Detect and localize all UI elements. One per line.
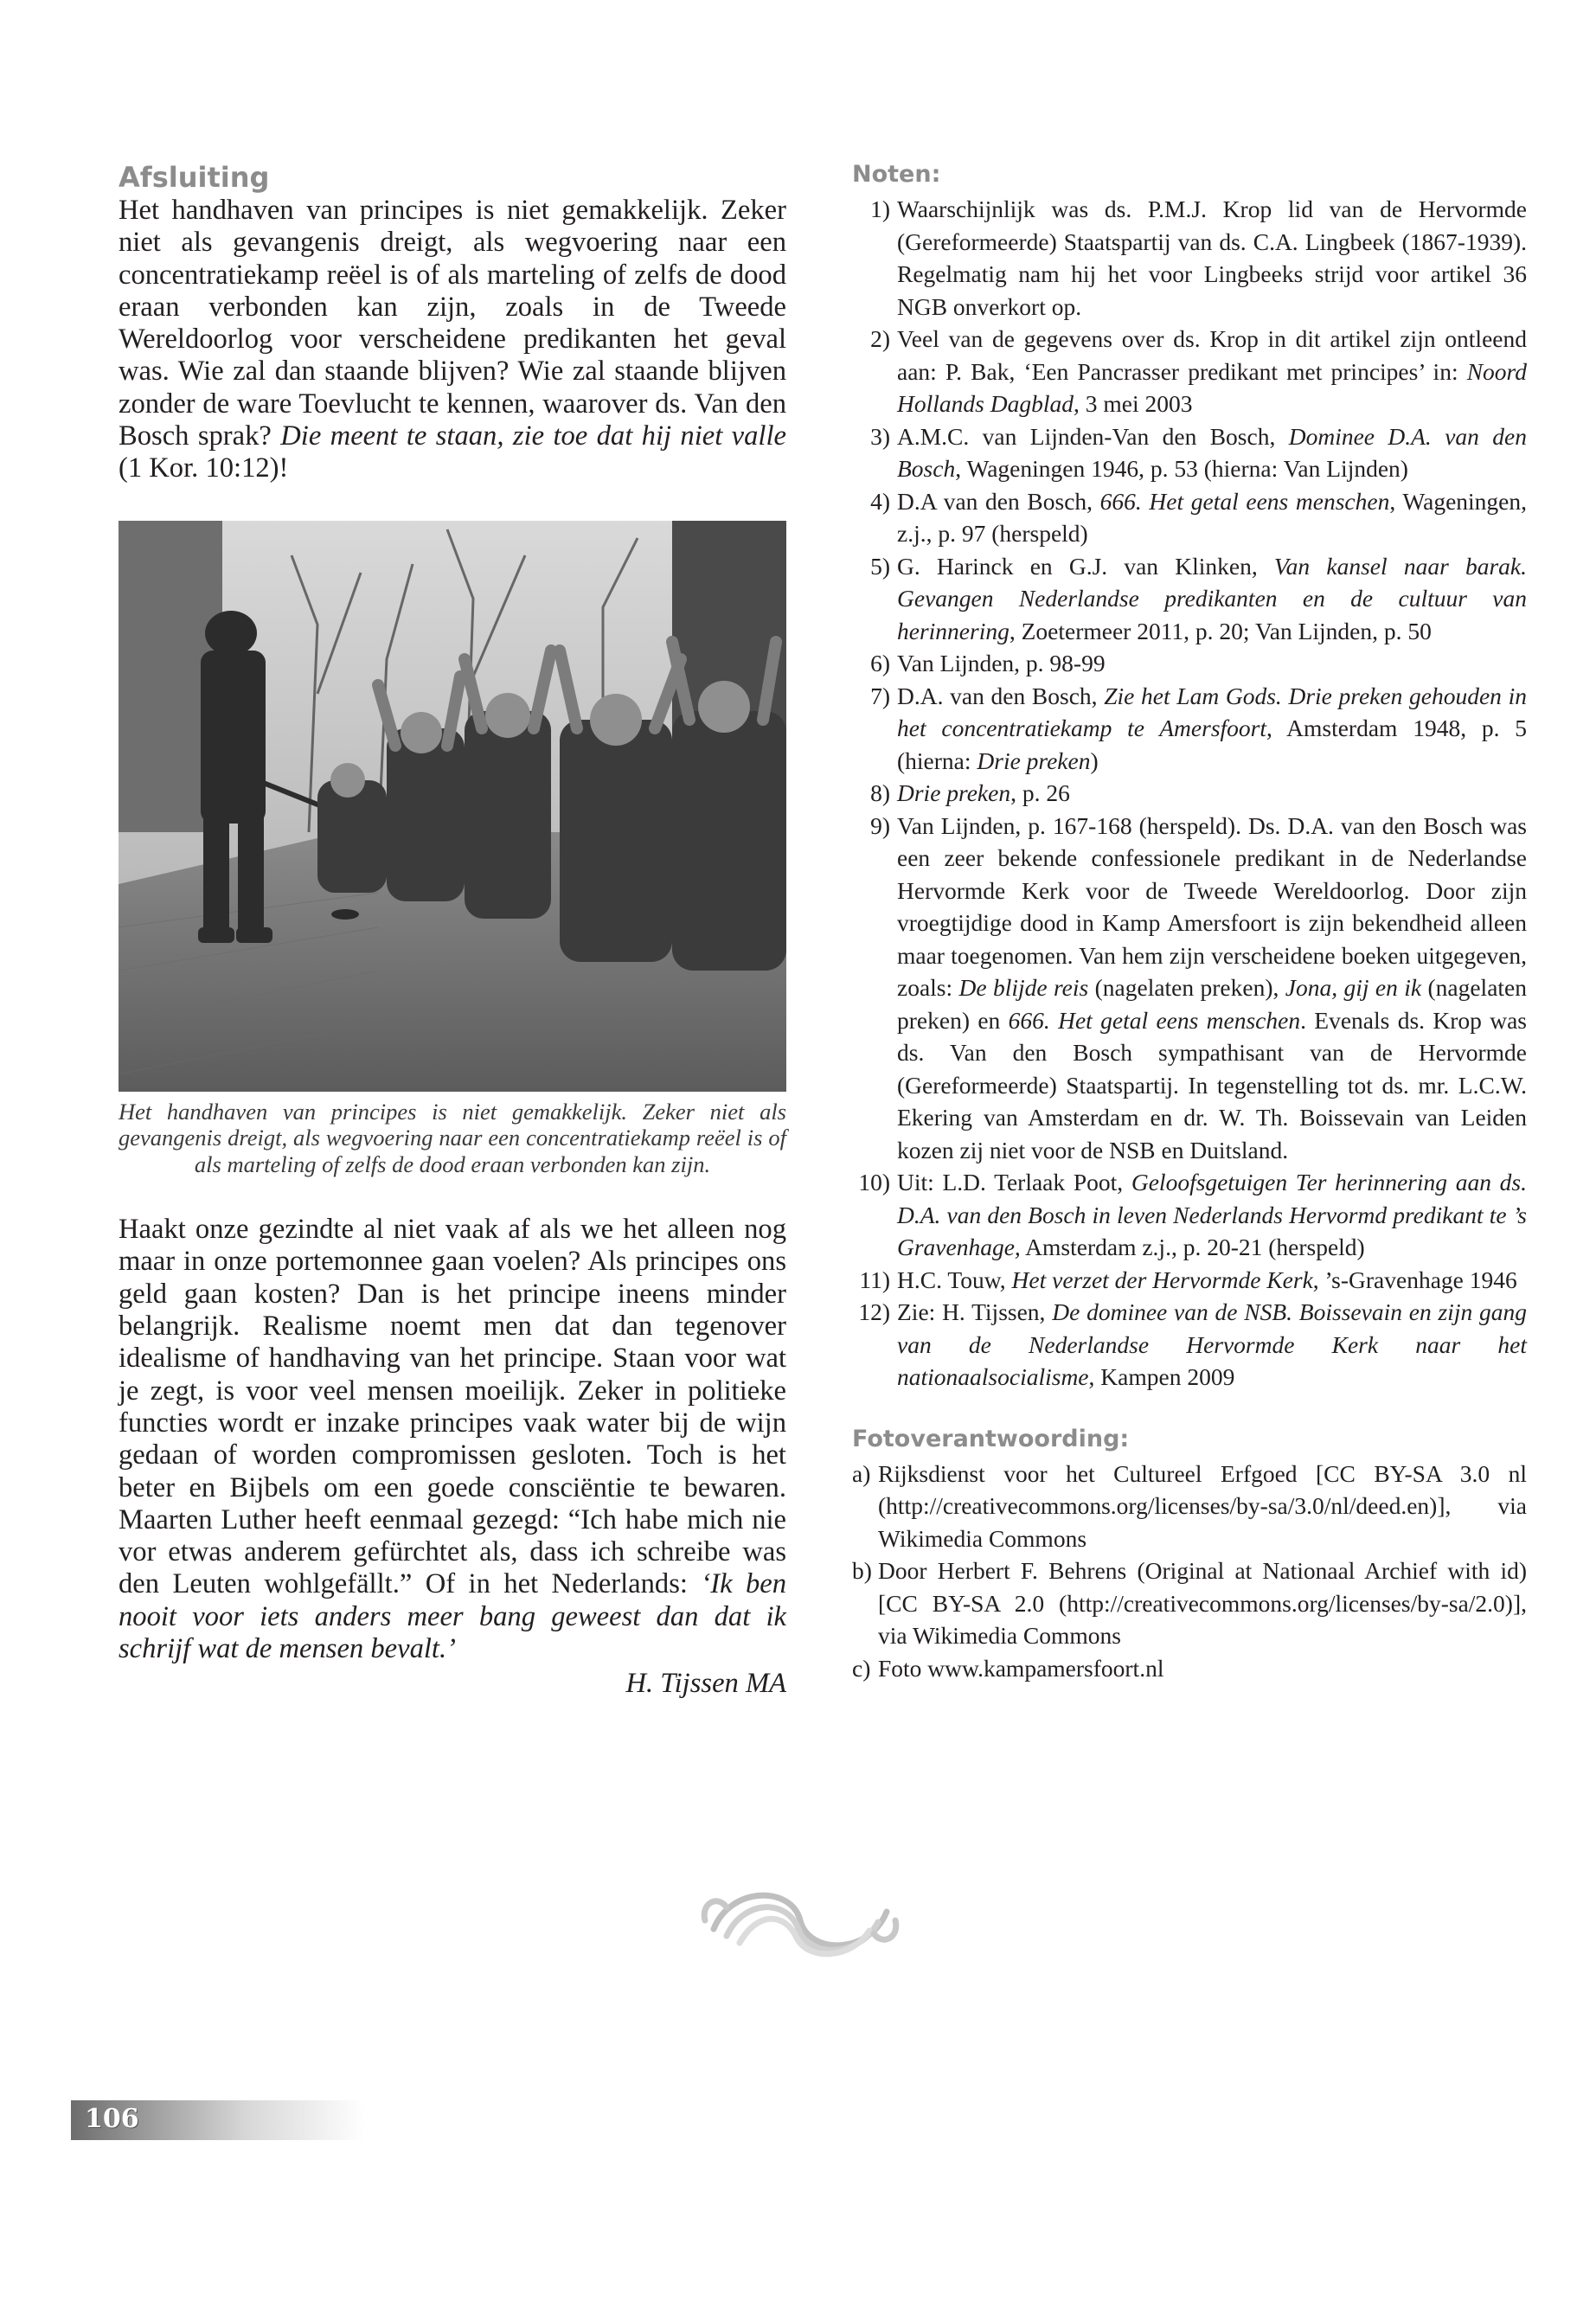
note-item [852,420,1527,485]
note-text: Zie: H. Tijssen, [897,1298,1053,1325]
note-number: 1) [870,195,890,222]
right-column [852,160,1527,1684]
note-title: Het verzet der Hervormde Kerk [1011,1266,1313,1293]
note-text: (nagelaten preken), [1088,974,1285,1001]
note-number: 6) [870,650,890,676]
note-text: , p. 26 [1010,779,1070,806]
note-text: (nagelaten preken) en [897,974,1527,1034]
credit-letter: a) [852,1459,871,1487]
note-title: Drie preken [897,779,1011,806]
note-title: De blijde reis [958,974,1089,1001]
notes-heading: Noten: [852,161,941,188]
flourish-ornament [696,1868,904,1972]
note-item [852,1166,1527,1264]
photo-credits-heading: Fotoverantwoording: [852,1425,1130,1452]
note-text: , ’s-Gravenhage 1946 [1312,1266,1517,1293]
note-text: , Wageningen 1946, p. 53 (hierna: Van Lijnden) [955,455,1408,482]
note-number: 10) [858,1169,890,1195]
note-item [852,647,1527,680]
note-title: De dominee van de NSB. Boissevain en zijn gang van de Nederlandse Hervormde Kerk naar het nationaalsocialisme [897,1298,1527,1390]
note-item [852,485,1527,550]
note-text: Van Lijnden, p. 98-99 [897,650,1106,676]
page-number-bar [71,2100,365,2140]
note-number: 11) [859,1266,890,1293]
note-text: Amsterdam z.j., p. 20-21 (herspeld) [1020,1234,1365,1260]
note-item [852,323,1527,420]
body-text: Haakt onze gezindte al niet vaak af als we het alleen nog maar in onze portemonnee gaan voelen? Als principes ons geld gaan kosten? Dan is het principe ineens minder belangrijk. Realisme noemt men dat dan tegenover idealisme of handhaving van het principe. Staan voor wat je zegt, is voor veel mensen moeilijk. Zeker in politieke functies wordt er inzake principes vaak water bij de wijn gedaan of worden compromissen gesloten. Toch is het beter en Bijbels om een goede consciëntie te bewaren. Maarten Luther heeft eenmaal gezegd: “Ich habe mich nie vor etwas anderem gefürchtet als, dass ich schreibe was den Leuten wohlgefällt.” Of in het Nederlands: [119,1214,786,1600]
note-title: 666. Het getal eens menschen [1008,1006,1301,1034]
author-signature: H. Tijssen MA [625,1668,786,1700]
note-text: Veel van de gegevens over ds. Krop in dit artikel zijn ontleend aan: P. Bak, ‘Een Pancrasser predikant met principes’ in: [897,325,1527,385]
note-item [852,193,1527,323]
note-text: ) [1090,747,1099,774]
section-heading: Afsluiting [119,161,270,194]
notes-list [852,193,1527,1394]
note-number: 9) [870,811,890,839]
note-text: . Evenals ds. Krop was ds. Van den Bosch sympathisant van de Hervormde (Gereformeerde) Staatspartij. In tegenstelling tot ds. mr. L.C.W. Ekering van Amsterdam en dr. W. Th. Boissevain van Leiden kozen zij niet voor de NSB en Duitsland. [897,1006,1527,1163]
photo-credits-list [852,1458,1527,1685]
page-number: 106 [85,2104,139,2134]
note-text: D.A. van den Bosch, [897,682,1105,709]
intro-quote: Die meent te staan, zie toe dat hij niet valle [280,420,786,452]
note-title: Drie preken [977,747,1091,774]
luther-quote-translation: ‘Ik ben nooit voor iets anders meer bang geweest dan dat ik schrijf wat de mensen bevalt.’ [119,1568,786,1665]
note-title: Noord Hollands Dagblad [897,357,1527,417]
note-title: Zie het Lam Gods. Drie preken gehouden in het concentratiekamp te Amersfoort [897,682,1527,741]
note-title: Geloofsgetuigen Ter herinnering aan ds. D.A. van den Bosch in leven Nederlands Hervormd predikant te ’s Gravenhage, [897,1169,1528,1260]
note-title: Van kansel naar barak. Gevangen Nederlandse predikanten en de cultuur van herinnering [897,552,1527,644]
note-item [852,1264,1527,1297]
photo-caption: Het handhaven van principes is niet gemakkelijk. Zeker niet als gevangenis dreigt, als wegvoering naar een concentratiekamp reëel is of als marteling of zelfs de dood eraan verbonden kan zijn. [119,1098,786,1177]
note-number: 7) [870,682,890,709]
note-text: Waarschijnlijk was ds. P.M.J. Krop lid van de Hervormde (Gereformeerde) Staatspartij van ds. C.A. Lingbeek (1867-1939). Regelmatig nam hij het voor Lingbeeks strijd voor artikel 36 NGB onverkort op. [897,195,1527,320]
credit-letter: c) [852,1654,871,1682]
credit-item [852,1652,1527,1685]
intro-text: Het handhaven van principes is niet gemakkelijk. Zeker niet als gevangenis dreigt, als wegvoering naar een concentratiekamp reëel is of als marteling of zelfs de dood eraan verbonden kan zijn, zoals in de Tweede Wereldoorlog voor verscheidene predikanten het geval was. Wie zal dan staande blijven? Wie zal staande blijven zonder de ware Toevlucht te kennen, waarover ds. Van den Bosch sprak? [119,195,786,452]
note-text: H.C. Touw, [897,1266,1012,1293]
note-text: , Zoetermeer 2011, p. 20; Van Lijnden, p. 50 [1009,617,1432,644]
note-title: 666. Het getal eens menschen [1099,487,1390,515]
note-item [852,810,1527,1167]
credit-item [852,1554,1527,1652]
credit-text: Door Herbert F. Behrens (Original at Nationaal Archief with id) [CC BY-SA 2.0 (http://creativecommons.org/licenses/by-sa/2.0)], via Wikimedia Commons [878,1557,1527,1649]
credit-letter: b) [852,1557,872,1584]
note-text: Van Lijnden, p. 167-168 (herspeld). Ds. D.A. van den Bosch was een zeer bekende confessionele predikant in de Nederlandse Hervormde Kerk voor de Tweede Wereldoorlog. Door zijn vroegtijdige dood in Kamp Amersfoort is zijn bekendheid alleen maar toegenomen. Van hem zijn verscheidene boeken uitgegeven, zoals: [897,811,1527,1001]
note-title: Jona, gij en ik [1285,974,1422,1001]
note-item [852,680,1527,778]
note-number: 3) [870,422,890,450]
note-item [852,777,1527,810]
note-title: Dominee D.A. van den Bosch [897,422,1527,482]
note-text: Uit: L.D. Terlaak Poot, [897,1169,1131,1195]
photo-illustration [119,521,786,1092]
intro-reference: (1 Kor. 10:12)! [119,452,289,484]
credit-item [852,1458,1527,1555]
intro-paragraph [119,195,786,485]
body-paragraph [119,1214,786,1665]
note-item [852,1296,1527,1394]
note-number: 2) [870,325,890,352]
left-column [119,160,786,1700]
credit-text: Rijksdienst voor het Cultureel Erfgoed [CC BY-SA 3.0 nl (http://creativecommons.org/licenses/by-sa/3.0/nl/deed.en)], via Wikimedia Commons [878,1459,1527,1552]
note-text: , Wageningen, z.j., p. 97 (herspeld) [897,487,1527,547]
note-number: 5) [870,552,890,580]
historical-photo [119,521,786,1092]
note-text: G. Harinck en G.J. van Klinken, [897,552,1274,580]
note-text: , Amsterdam 1948, p. 5 (hierna: [897,715,1527,774]
note-number: 12) [858,1298,890,1325]
note-text: , Kampen 2009 [1088,1363,1235,1390]
note-item [852,550,1527,648]
note-number: 8) [870,779,890,806]
credit-text: Foto www.kampamersfoort.nl [878,1654,1164,1682]
note-text: A.M.C. van Lijnden-Van den Bosch, [897,422,1289,450]
note-text: D.A van den Bosch, [897,487,1100,515]
note-text: , 3 mei 2003 [1073,390,1193,417]
note-number: 4) [870,487,890,515]
